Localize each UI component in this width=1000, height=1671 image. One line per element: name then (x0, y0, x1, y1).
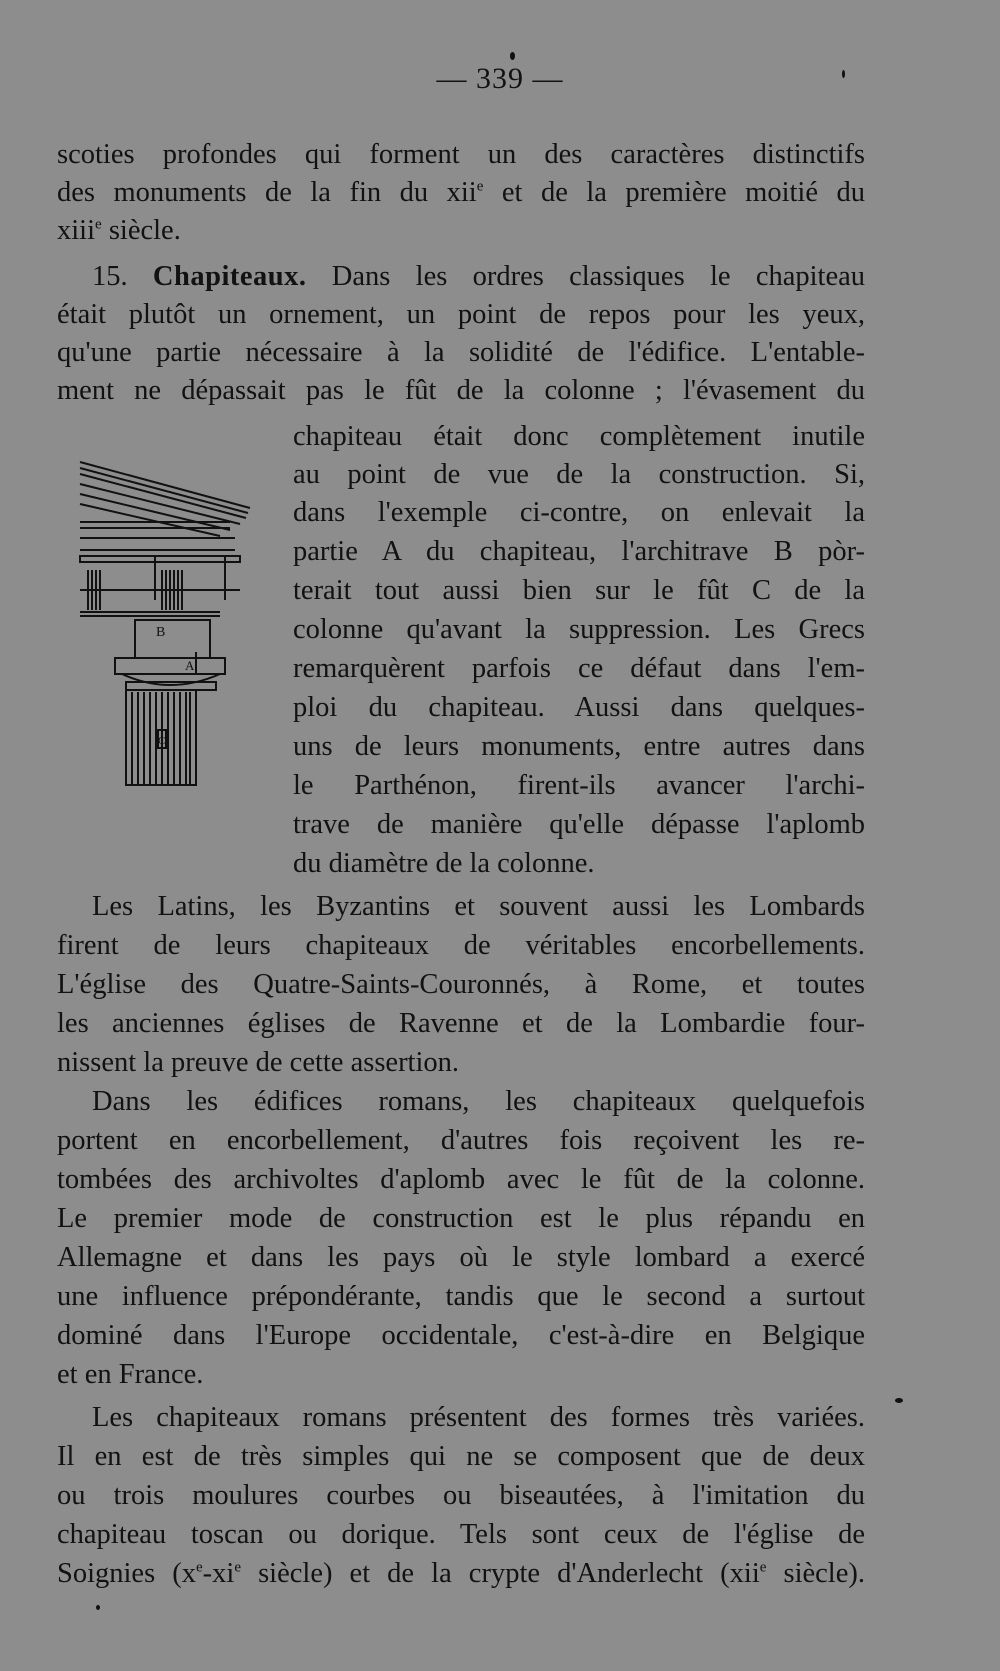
text-line: L'église des Quatre-Saints-Couronnés, à Rome, et toutes (57, 969, 865, 1000)
section-number: 15. (92, 261, 128, 292)
text-line: au point de vue de la construction. Si, (293, 459, 865, 490)
text-line: Il en est de très simples qui ne se composent que de deux (57, 1441, 865, 1472)
text-line: ploi du chapiteau. Aussi dans quelques- (293, 692, 865, 723)
text-line: portent en encorbellement, d'autres fois reçoivent les re- (57, 1125, 865, 1156)
figure-label-b: B (156, 625, 166, 640)
ink-speck (895, 1398, 903, 1403)
text-line: dans l'exemple ci-contre, on enlevait la (293, 497, 865, 528)
text-line: trave de manière qu'elle dépasse l'aplomb (293, 809, 865, 840)
text-line: Soignies ($x^e-xi^e$ siècle) et de la crypte d'Anderlecht (xii$^e$ siècle). (57, 1558, 865, 1589)
text-line: des monuments de la fin du xii$^e$ et de la première moitié du (57, 177, 865, 208)
text-line: uns de leurs monuments, entre autres dans (293, 731, 865, 762)
section-title: Chapiteaux. (152, 261, 307, 292)
text-line: ment ne dépassait pas le fût de la colonne ; l'évasement du (57, 375, 865, 406)
text-line: une influence prépondérante, tandis que le second a surtout (57, 1281, 865, 1312)
figure-label-a: A (185, 658, 195, 673)
section-heading-line: 15. Chapiteaux. Dans les ordres classiques le chapiteau (92, 261, 866, 292)
text-line: nissent la preuve de cette assertion. (57, 1047, 460, 1078)
text-line: Les chapiteaux romans présentent des formes très variées. (92, 1402, 865, 1433)
text-line: Le premier mode de construction est le plus répandu en (57, 1203, 865, 1234)
text-line: du diamètre de la colonne. (293, 848, 595, 879)
doric-order-figure (70, 460, 260, 840)
text-line: Dans les édifices romans, les chapiteaux quelquefois (92, 1086, 865, 1117)
text-line: remarquèrent parfois ce défaut dans l'em- (293, 653, 865, 684)
text-line: terait tout aussi bien sur le fût C de la (293, 575, 865, 606)
text-line: firent de leurs chapiteaux de véritables encorbellements. (57, 930, 865, 961)
text-line: qu'une partie nécessaire à la solidité de l'édifice. L'entable- (57, 337, 865, 368)
text-line: Les Latins, les Byzantins et souvent aussi les Lombards (92, 891, 865, 922)
ink-speck (96, 1605, 100, 1610)
ink-speck (842, 70, 845, 78)
text-line: dominé dans l'Europe occidentale, c'est-à-dire en Belgique (57, 1320, 865, 1351)
text-line: et en France. (57, 1359, 204, 1390)
figure-label-c: C (158, 735, 166, 747)
text-line: colonne qu'avant la suppression. Les Grecs (293, 614, 865, 645)
text-line: ou trois moulures courbes ou biseautées, à l'imitation du (57, 1480, 865, 1511)
text-line: scoties profondes qui forment un des caractères distinctifs (57, 139, 865, 170)
page-number: — 339 — (436, 62, 564, 95)
ink-speck (510, 52, 515, 60)
text-line: chapiteau était donc complètement inutile (293, 421, 865, 452)
text-line: partie A du chapiteau, l'architrave B pòr- (293, 536, 865, 567)
text-line: tombées des archivoltes d'aplomb avec le fût de la colonne. (57, 1164, 865, 1195)
text-line: le Parthénon, firent-ils avancer l'archi- (293, 770, 865, 801)
text-line: les anciennes églises de Ravenne et de la Lombardie four- (57, 1008, 865, 1039)
text-line: xiii$^e$ siècle. (57, 215, 181, 246)
text-line: Allemagne et dans les pays où le style lombard a exercé (57, 1242, 865, 1273)
text-line: était plutôt un ornement, un point de repos pour les yeux, (57, 299, 865, 330)
text-line: chapiteau toscan ou dorique. Tels sont ceux de l'église de (57, 1519, 865, 1550)
